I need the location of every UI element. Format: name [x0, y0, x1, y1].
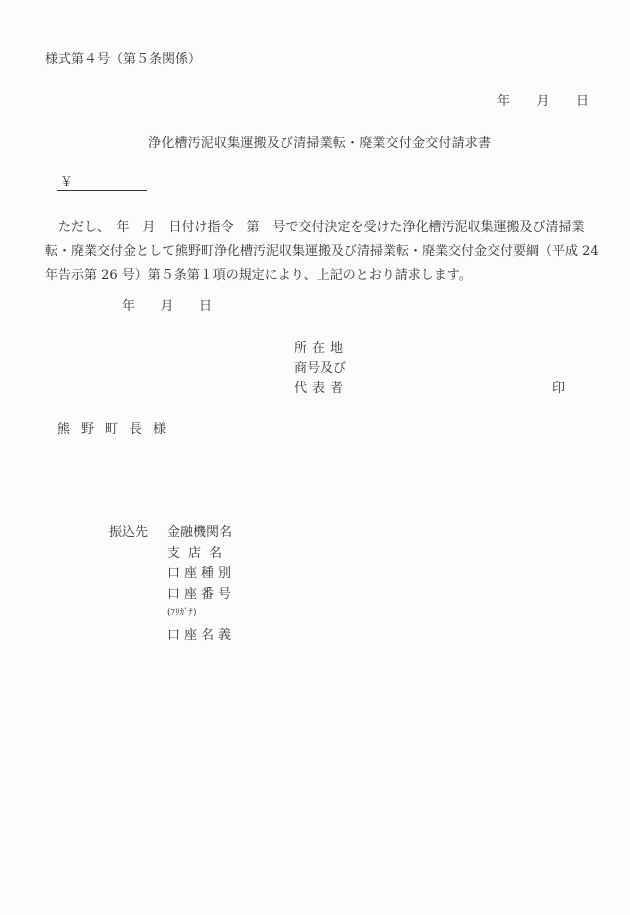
submission-date — [122, 300, 212, 313]
account-type-label: 口座種別 — [167, 566, 236, 581]
form-number: 様式第４号（第５条関係） — [45, 52, 202, 67]
document-title: 浄化槽汚泥収集運搬及び清掃業転・廃業交付金交付請求書 — [148, 136, 492, 151]
representative-label: 代表者 — [294, 381, 349, 396]
request-date-top — [497, 95, 589, 108]
day-label: 日 — [575, 94, 589, 109]
furigana-label: (ﾌﾘｶﾞﾅ) — [167, 608, 197, 618]
body-line: 年告示第 26 号）第５条第１項の規定により、上記のとおり請求します。 — [45, 268, 472, 283]
yen-symbol: ￥ — [60, 175, 74, 190]
body-line: 転・廃業交付金として熊野町浄化槽汚泥収集運搬及び清掃業転・廃業交付金交付要綱（平成 24 — [45, 244, 599, 259]
account-number-label: 口座番号 — [167, 587, 236, 602]
branch-name-label: 支店名 — [167, 546, 231, 561]
company-name-label: 商号及び — [294, 361, 347, 376]
addressee: 熊野町長様 — [57, 422, 178, 437]
address-label: 所在地 — [294, 341, 349, 356]
amount-field[interactable] — [57, 175, 147, 191]
body-line: ただし、 年 月 日付け指令 第 号で交付決定を受けた浄化槽汚泥収集運搬及び清掃業 — [45, 220, 585, 235]
transfer-destination-heading: 振込先 — [109, 525, 149, 540]
month-label: 月 — [160, 299, 174, 314]
year-label: 年 — [497, 94, 511, 109]
seal-mark: 印 — [552, 381, 566, 396]
year-label: 年 — [122, 299, 136, 314]
account-holder-label: 口座名義 — [167, 628, 236, 643]
bank-name-label: 金融機関名 — [167, 525, 233, 540]
month-label: 月 — [536, 94, 550, 109]
day-label: 日 — [198, 299, 212, 314]
request-body-text — [45, 216, 599, 288]
